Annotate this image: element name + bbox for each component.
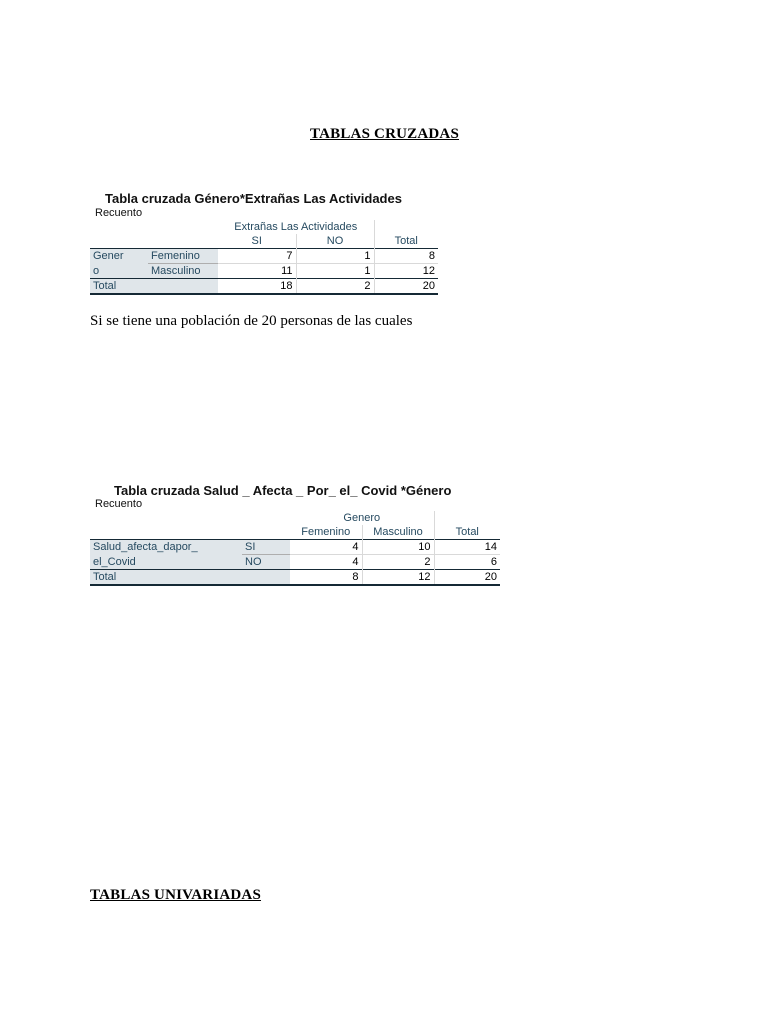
table-row <box>90 540 500 555</box>
table2-cell: 12 <box>362 570 434 586</box>
table2-cell: 4 <box>290 555 362 570</box>
table2-col-total: Total <box>455 526 479 538</box>
table2-total-row <box>90 570 500 586</box>
table1-col-group: Extrañas Las Actividades <box>218 220 374 234</box>
table2-col-group: Genero <box>290 511 434 525</box>
table1-row-var: Gener <box>90 249 148 264</box>
table1-cell: 2 <box>296 279 374 295</box>
table1-col-header-row <box>90 234 438 249</box>
table1-row-var: o <box>90 264 148 279</box>
table1-col-si: SI <box>218 234 296 249</box>
table-row <box>90 264 438 279</box>
table1-cell: 20 <box>374 279 438 295</box>
heading-cross-tables: TABLAS CRUZADAS <box>310 126 460 142</box>
table1-count-label: Recuento <box>95 207 143 219</box>
table1-cell: 18 <box>218 279 296 295</box>
table2-col-masc: Masculino <box>362 525 434 540</box>
table2-row-label: SI <box>242 540 290 555</box>
table1-cell: 12 <box>422 265 435 277</box>
table2-total-label: Total <box>90 570 242 586</box>
table1-total-label: Total <box>90 279 148 295</box>
table1-col-no: NO <box>296 234 374 249</box>
table1-cell: 1 <box>296 249 374 264</box>
table1-cell: 1 <box>296 264 374 279</box>
table1-group-header-row <box>90 220 438 234</box>
crosstab-health-covid-gender <box>90 481 502 591</box>
table1-cell: 8 <box>374 249 438 264</box>
table2-row-var: Salud_afecta_dapor_ <box>90 540 242 555</box>
table2-cell: 2 <box>362 555 434 570</box>
table2-group-header-row <box>90 511 500 525</box>
table2-cell: 8 <box>290 570 362 586</box>
table2-cell: 20 <box>434 570 500 586</box>
table2-col-header-row <box>90 525 500 540</box>
table1-row-label: Femenino <box>148 249 218 264</box>
crosstab-gender-activities <box>90 190 440 300</box>
table1-row-label: Masculino <box>148 264 218 279</box>
table1-title: Tabla cruzada Género*Extrañas Las Actividades <box>105 191 402 206</box>
table2-cell: 4 <box>290 540 362 555</box>
table1-grid <box>90 220 438 295</box>
heading-univariate-tables: TABLAS UNIVARIADAS <box>90 887 262 903</box>
table2-col-fem: Femenino <box>290 525 362 540</box>
table2-cell: 14 <box>434 540 500 555</box>
population-paragraph: Si se tiene una población de 20 personas de las cuales <box>90 313 413 329</box>
table2-row-var: el_Covid <box>90 555 242 570</box>
table2-row-label: NO <box>242 555 290 570</box>
table-row <box>90 555 500 570</box>
table2-title: Tabla cruzada Salud _ Afecta _ Por_ el_ Covid *Género <box>114 483 452 498</box>
table2-cell: 6 <box>490 556 498 568</box>
table2-grid <box>90 511 500 586</box>
table2-cell: 10 <box>362 540 434 555</box>
table-row <box>90 249 438 264</box>
table1-cell: 11 <box>218 264 296 279</box>
table1-cell: 7 <box>218 249 296 264</box>
table2-count-label: Recuento <box>95 498 143 510</box>
table1-total-row <box>90 279 438 295</box>
table1-col-total: Total <box>394 235 418 247</box>
